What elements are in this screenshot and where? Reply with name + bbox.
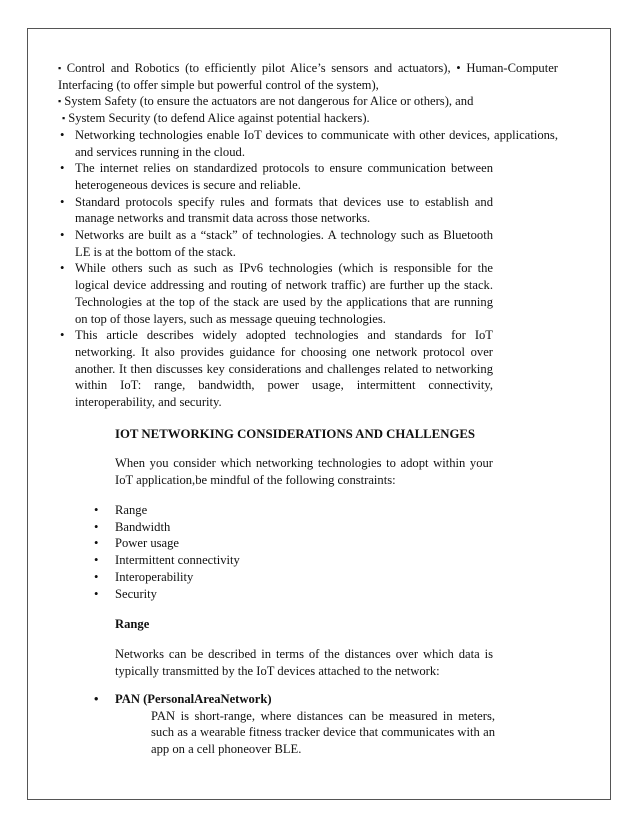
bullet-icon: • — [60, 161, 65, 176]
intro-line-1: ▪ Control and Robotics (to efficiently pilot Alice’s sensors and actuators), • Human-Computer Interfacing (to offer simple but powerful control of the system), — [58, 61, 558, 92]
section-lead: When you consider which networking technologies to adopt within your IoT application,be mindful of the following constraints: — [115, 456, 493, 487]
list-item: • Security — [94, 586, 157, 601]
range-text: Networks can be described in terms of the distances over which data is typically transmitted by the IoT devices attached to the network: — [115, 647, 493, 678]
list-item: • Intermittent connectivity — [94, 553, 240, 568]
intro-block — [58, 60, 558, 411]
bullet-icon: • — [94, 586, 99, 601]
bullet-icon: • — [60, 261, 65, 276]
range-heading: Range — [115, 617, 150, 631]
bullet-icon: • — [60, 228, 65, 243]
bullet-icon: • — [60, 328, 65, 343]
square-bullet-icon: ▪ — [58, 63, 64, 73]
pan-title: • PAN (PersonalAreaNetwork) — [94, 692, 272, 706]
bullet-icon: • — [94, 553, 99, 568]
intro-bullet: • The internet relies on standardized protocols to ensure communication between heterogeneous devices is secure and reliable. — [60, 161, 493, 192]
bullet-icon: • — [60, 194, 65, 209]
section-heading: IOT NETWORKING CONSIDERATIONS AND CHALLENGES — [115, 427, 476, 441]
intro-line-2: ▪ System Safety (to ensure the actuators are not dangerous for Alice or others), and — [58, 94, 474, 109]
list-item: • Bandwidth — [94, 519, 171, 534]
square-bullet-icon: ▪ — [62, 113, 66, 124]
square-bullet-icon: ▪ — [58, 96, 62, 107]
list-item: • Power usage — [94, 536, 180, 551]
pan-description: PAN is short-range, where distances can be measured in meters, such as a wearable fitness tracker device that communicates with an app on a cell phoneover BLE. — [151, 708, 495, 757]
bullet-icon: • — [94, 503, 99, 517]
intro-bullet: • Standard protocols specify rules and formats that devices use to establish and manage networks and transmit data across those networks. — [60, 194, 493, 226]
intro-bullet: • This article describes widely adopted technologies and standards for IoT networking. It also provides guidance for choosing one network protocol over another. It then discusses key considerations and challenges related to networking within IoT: range, bandwidth, power usage, intermittent connectivity, interoperability, and security. — [60, 328, 493, 410]
intro-bullet: • Networks are built as a “stack” of technologies. A technology such as Bluetooth LE is at the bottom of the stack. — [60, 228, 493, 259]
list-item: • Interoperability — [94, 569, 194, 584]
bullet-icon: • — [94, 536, 99, 551]
bullet-icon: • — [94, 692, 99, 706]
bullet-icon: • — [60, 127, 65, 142]
pan-item — [92, 691, 495, 758]
bullet-icon: • — [94, 569, 99, 584]
intro-bullet: • While others such as such as IPv6 technologies (which is responsible for the logical device addressing and routing of network traffic) are further up the stack. Technologies at the top of the stack are used by the applications that are running on top of those layers, such as message queuing technologies. — [60, 261, 493, 326]
list-item: • Range — [94, 503, 148, 517]
intro-line-3: ▪ System Security (to defend Alice against potential hackers). — [62, 111, 370, 126]
bullet-icon: • — [94, 519, 99, 534]
constraints-list — [92, 502, 240, 602]
intro-bullet: • Networking technologies enable IoT devices to communicate with other devices, applications, and services running in the cloud. — [60, 127, 558, 159]
